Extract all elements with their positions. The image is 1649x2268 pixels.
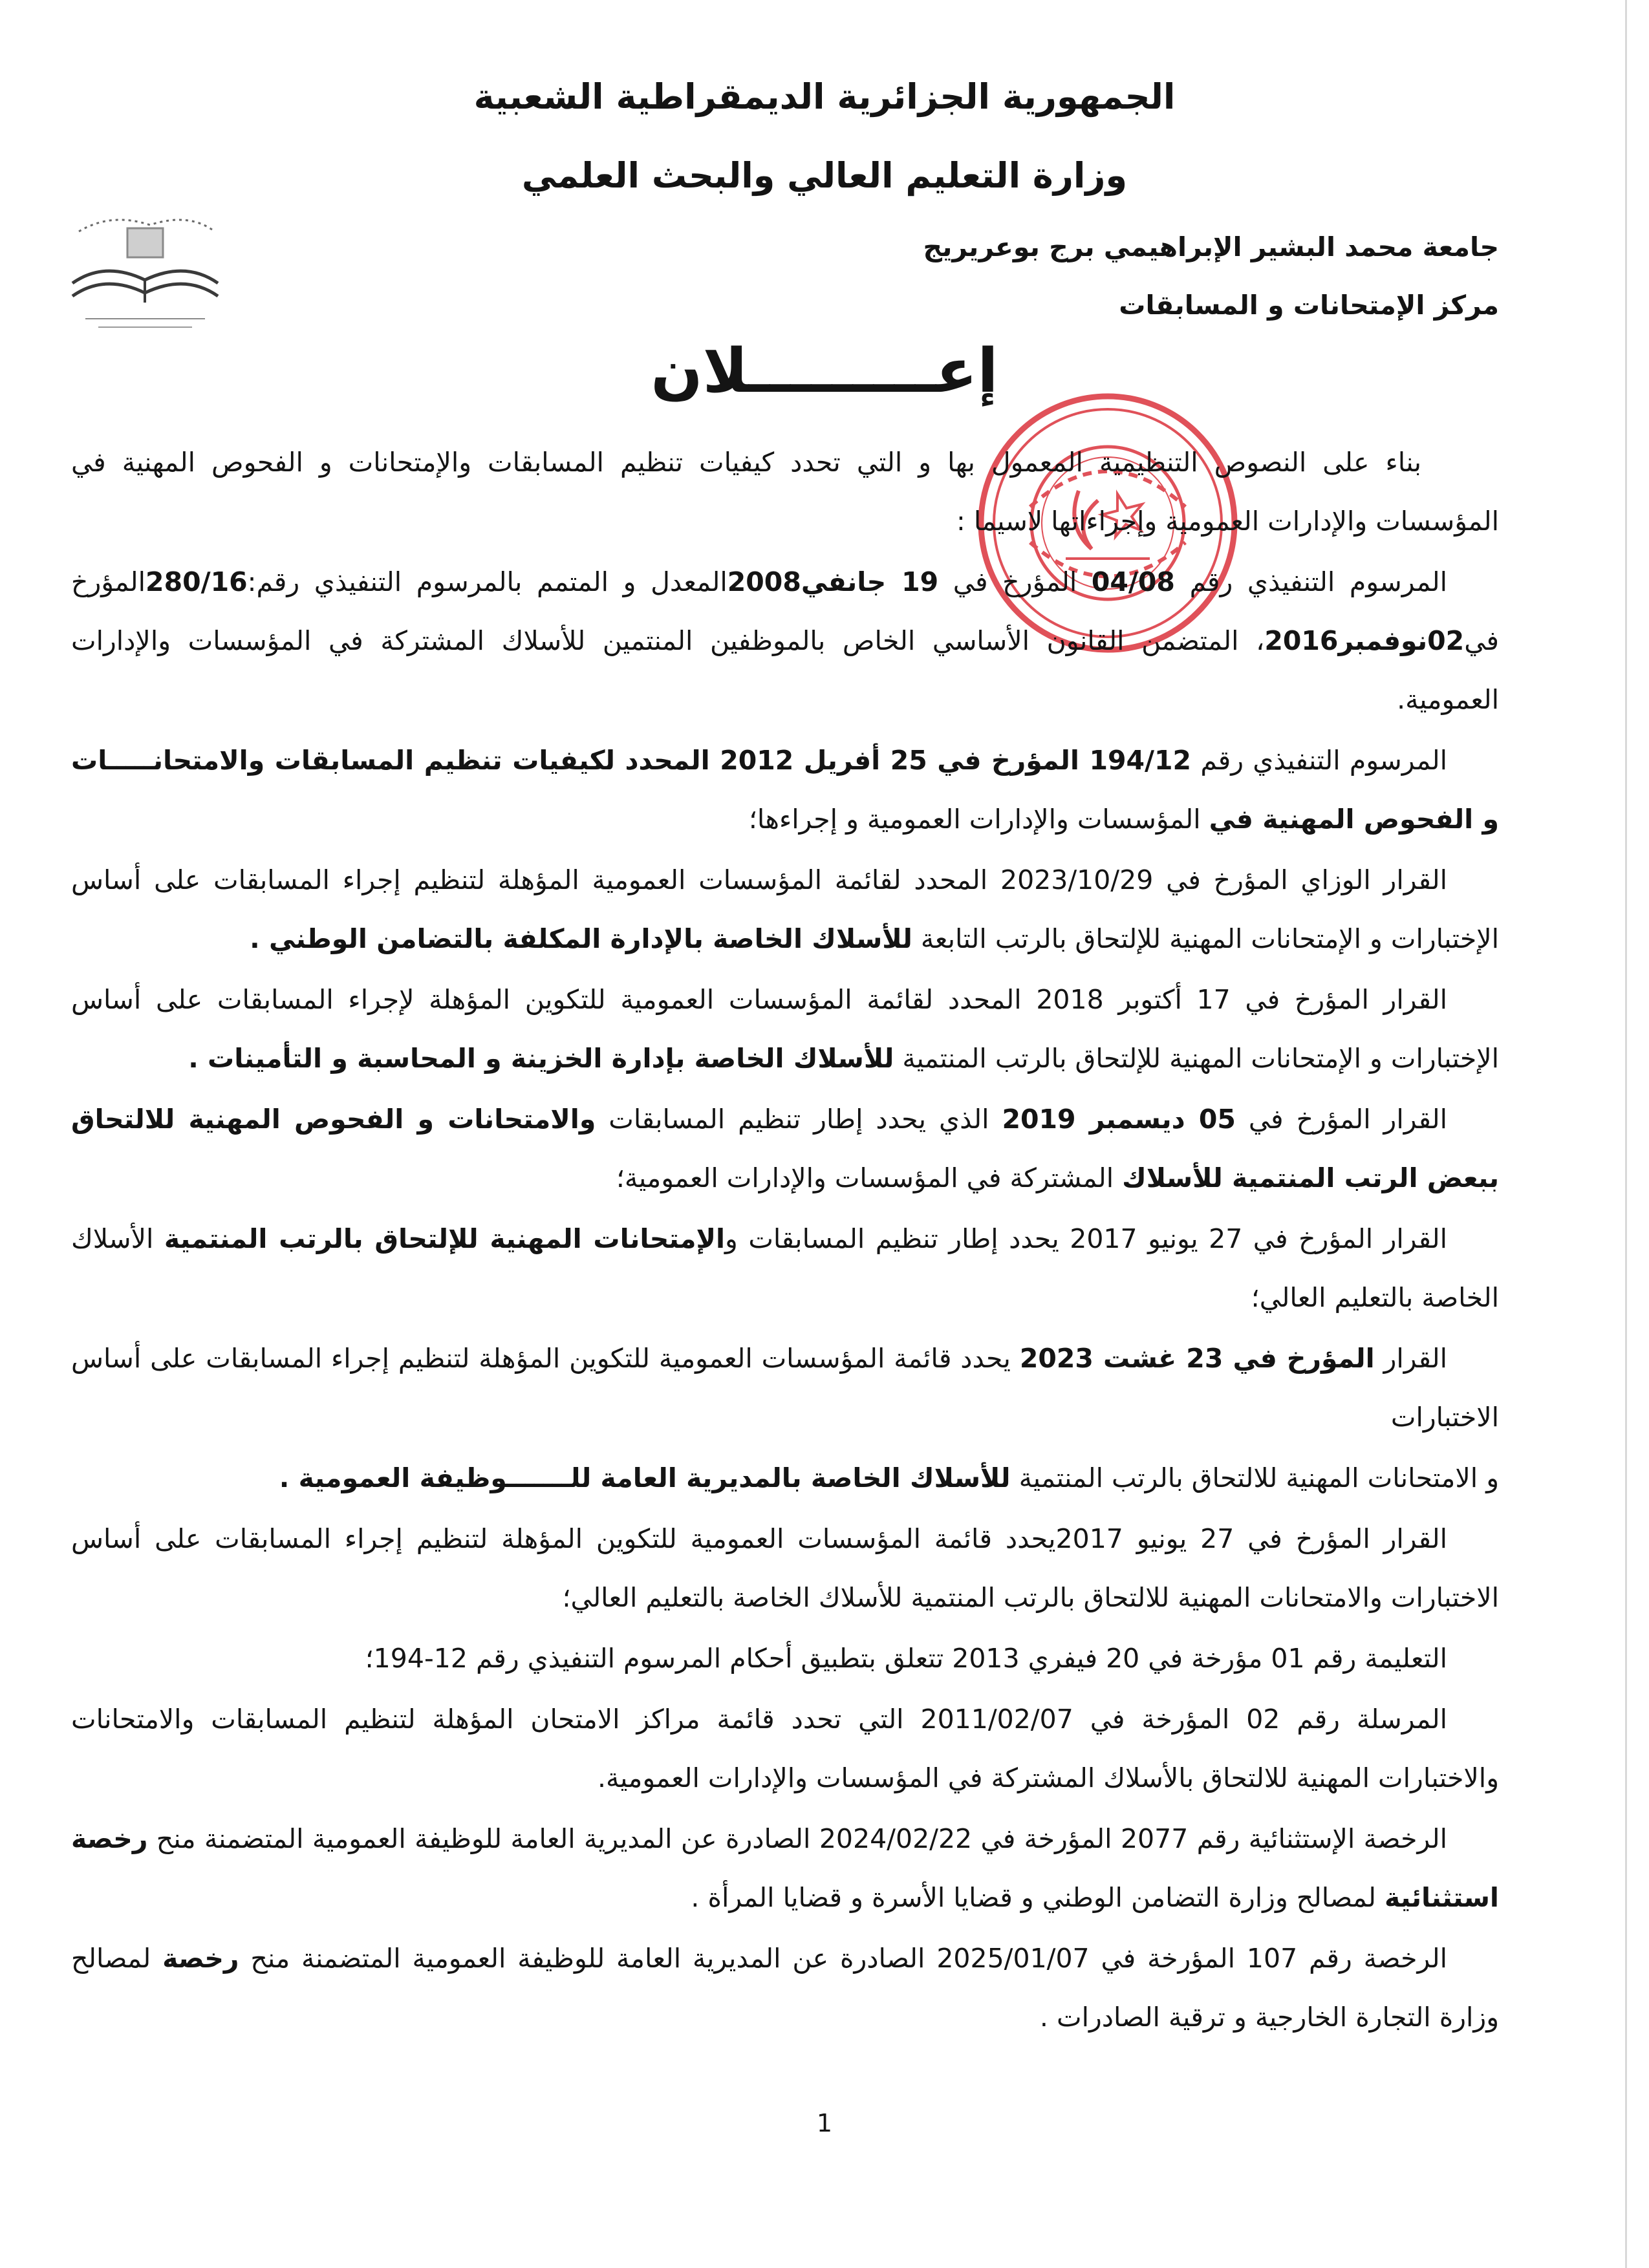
center-name: مركز الإمتحانات و المسابقات: [1119, 290, 1499, 321]
text-run: ، المتضمن القانون الأساسي الخاص بالموظفين المنتمين للأسلاك المشتركة في المؤسسات والإدارات العمومية.: [71, 625, 1499, 715]
text-run: يحدد قائمة المؤسسات العمومية للتكوين المؤهلة لتنظيم إجراء المسابقات على أساس الاختبارات: [71, 1343, 1499, 1433]
bold-text: 194/12 المؤرخ في 25 أفريل 2012 المحدد لكيفيات تنظيم المسابقات والامتحانـــــات و الفحوص المهنية في: [71, 745, 1499, 835]
text-run: بناء على النصوص التنظيمية المعمول بها و التي تحدد كيفيات تنظيم المسابقات والإمتحانات و الفحوص المهنية في المؤسسات والإدارات العمومية وإجراءاتها لاسيما :: [71, 447, 1499, 537]
text-run: المشتركة في المؤسسات والإدارات العمومية؛: [616, 1162, 1123, 1193]
text-run: و الامتحانات المهنية للالتحاق بالرتب المنتمية: [1010, 1462, 1499, 1493]
body-paragraph: [71, 553, 1499, 729]
university-logo: [59, 206, 231, 338]
body-paragraph: [71, 1629, 1499, 1688]
announcement-title: إعـــــــــلان: [651, 336, 998, 407]
body-paragraph: [71, 1210, 1499, 1327]
text-run: القرار الوزاي المؤرخ في 2023/10/29 المحدد لقائمة المؤسسات العمومية المؤهلة لتنظيم إجراء المسابقات على أساس الإختبارات و الإمتحانات المهنية للإلتحاق بالرتب التابعة: [71, 864, 1499, 954]
text-run: القرار المؤرخ في 27 يونيو 2017يحدد قائمة المؤسسات العمومية للتكوين المؤهلة لتنظيم إجراء المسابقات على أساس الاختبارات والامتحانات المهنية للالتحاق بالرتب المنتمية للأسلاك الخاصة بالتعليم العالي؛: [71, 1523, 1499, 1613]
body-paragraph: [71, 851, 1499, 968]
body-paragraph: [71, 1810, 1499, 1927]
bold-text: 05 ديسمبر 2019: [1002, 1104, 1236, 1135]
text-run: لمصالح وزارة التجارة الخارجية و ترقية الصادرات .: [71, 1943, 1499, 2033]
bold-text: المؤرخ في 23 غشت 2023: [1019, 1343, 1375, 1374]
text-run: القرار المؤرخ في 27 يونيو 2017 يحدد إطار تنظيم المسابقات و: [725, 1223, 1448, 1254]
ministry-heading: وزارة التعليم العالي والبحث العلمي: [521, 155, 1128, 196]
bold-text: رخصة استثنائية: [71, 1823, 1499, 1913]
bold-text: للأسلاك الخاصة بالإدارة المكلفة بالتضامن الوطني .: [250, 923, 912, 954]
body-paragraph: [71, 731, 1499, 849]
bold-text: 04/08: [1091, 566, 1175, 597]
bold-text: للأسلاك الخاصة بإدارة الخزينة و المحاسبة و التأمينات .: [188, 1043, 894, 1074]
text-run: المؤرخ في: [71, 566, 1499, 656]
text-run: المرسوم التنفيذي رقم: [1191, 745, 1447, 776]
text-run: الرخصة الإستثنائية رقم 2077 المؤرخة في 2024/02/22 الصادرة عن المديرية العامة للوظيفة العمومية المتضمنة منح: [147, 1823, 1448, 1854]
bold-text: الإمتحانات المهنية للإلتحاق بالرتب المنتمية: [164, 1223, 726, 1254]
text-run: المؤسسات والإدارات العمومية و إجراءها؛: [748, 804, 1209, 835]
bold-text: 02نوفمبر2016: [1264, 625, 1465, 656]
text-run: الأسلاك الخاصة بالتعليم العالي؛: [71, 1223, 1499, 1313]
announcement-body: [71, 433, 1499, 2049]
text-run: القرار المؤرخ في 17 أكتوبر 2018 المحدد لقائمة المؤسسات العمومية للتكوين المؤهلة لإجراء المسابقات على أساس الإختبارات و الإمتحانات المهنية للإلتحاق بالرتب المنتمية: [71, 984, 1499, 1074]
bold-text: 280/16: [146, 566, 248, 597]
bold-text: للأسلاك الخاصة بالمديرية العامة للـــــــوظيفة العمومية .: [279, 1462, 1011, 1493]
body-paragraph: [71, 433, 1499, 551]
paragraph-list: [71, 433, 1499, 2047]
text-run: القرار: [1374, 1343, 1448, 1374]
text-run: المرسلة رقم 02 المؤرخة في 2011/02/07 التي تحدد قائمة مراكز الامتحان المؤهلة لتنظيم المسابقات والامتحانات والاختبارات المهنية للالتحاق بالأسلاك المشتركة في المؤسسات والإدارات العمومية.: [71, 1704, 1499, 1793]
body-paragraph: [71, 970, 1499, 1088]
page-number: 1: [816, 2109, 833, 2137]
text-run: القرار المؤرخ في: [1235, 1104, 1447, 1135]
text-run: المرسوم التنفيذي رقم: [1174, 566, 1447, 597]
text-run: الرخصة رقم 107 المؤرخة في 2025/01/07 الصادرة عن المديرية العامة للوظيفة العمومية المتضمنة منح: [239, 1943, 1448, 1974]
body-paragraph: [71, 1090, 1499, 1208]
body-paragraph: [71, 1449, 1499, 1508]
bold-text: رخصة: [162, 1943, 239, 1974]
text-run: الذي يحدد إطار تنظيم المسابقات: [596, 1104, 1002, 1135]
text-run: لمصالح وزارة التضامن الوطني و قضايا الأسرة و قضايا المرأة .: [691, 1882, 1385, 1913]
body-paragraph: [71, 1510, 1499, 1627]
bold-text: 19 جانفي2008: [727, 566, 939, 597]
text-run: المعدل و المتمم بالمرسوم التنفيذي رقم:: [247, 566, 727, 597]
body-paragraph: [71, 1929, 1499, 2047]
body-paragraph: [71, 1329, 1499, 1447]
text-run: التعليمة رقم 01 مؤرخة في 20 فيفري 2013 تتعلق بتطبيق أحكام المرسوم التنفيذي رقم 12-194؛: [365, 1643, 1447, 1674]
body-paragraph: [71, 1690, 1499, 1808]
text-run: المؤرخ في: [938, 566, 1092, 597]
republic-heading: الجمهورية الجزائرية الديمقراطية الشعبية: [473, 76, 1176, 117]
university-name: جامعة محمد البشير الإبراهيمي برج بوعريريج: [923, 231, 1499, 262]
bold-text: والامتحانات و الفحوص المهنية للالتحاق ببعض الرتب المنتمية للأسلاك: [71, 1104, 1499, 1193]
